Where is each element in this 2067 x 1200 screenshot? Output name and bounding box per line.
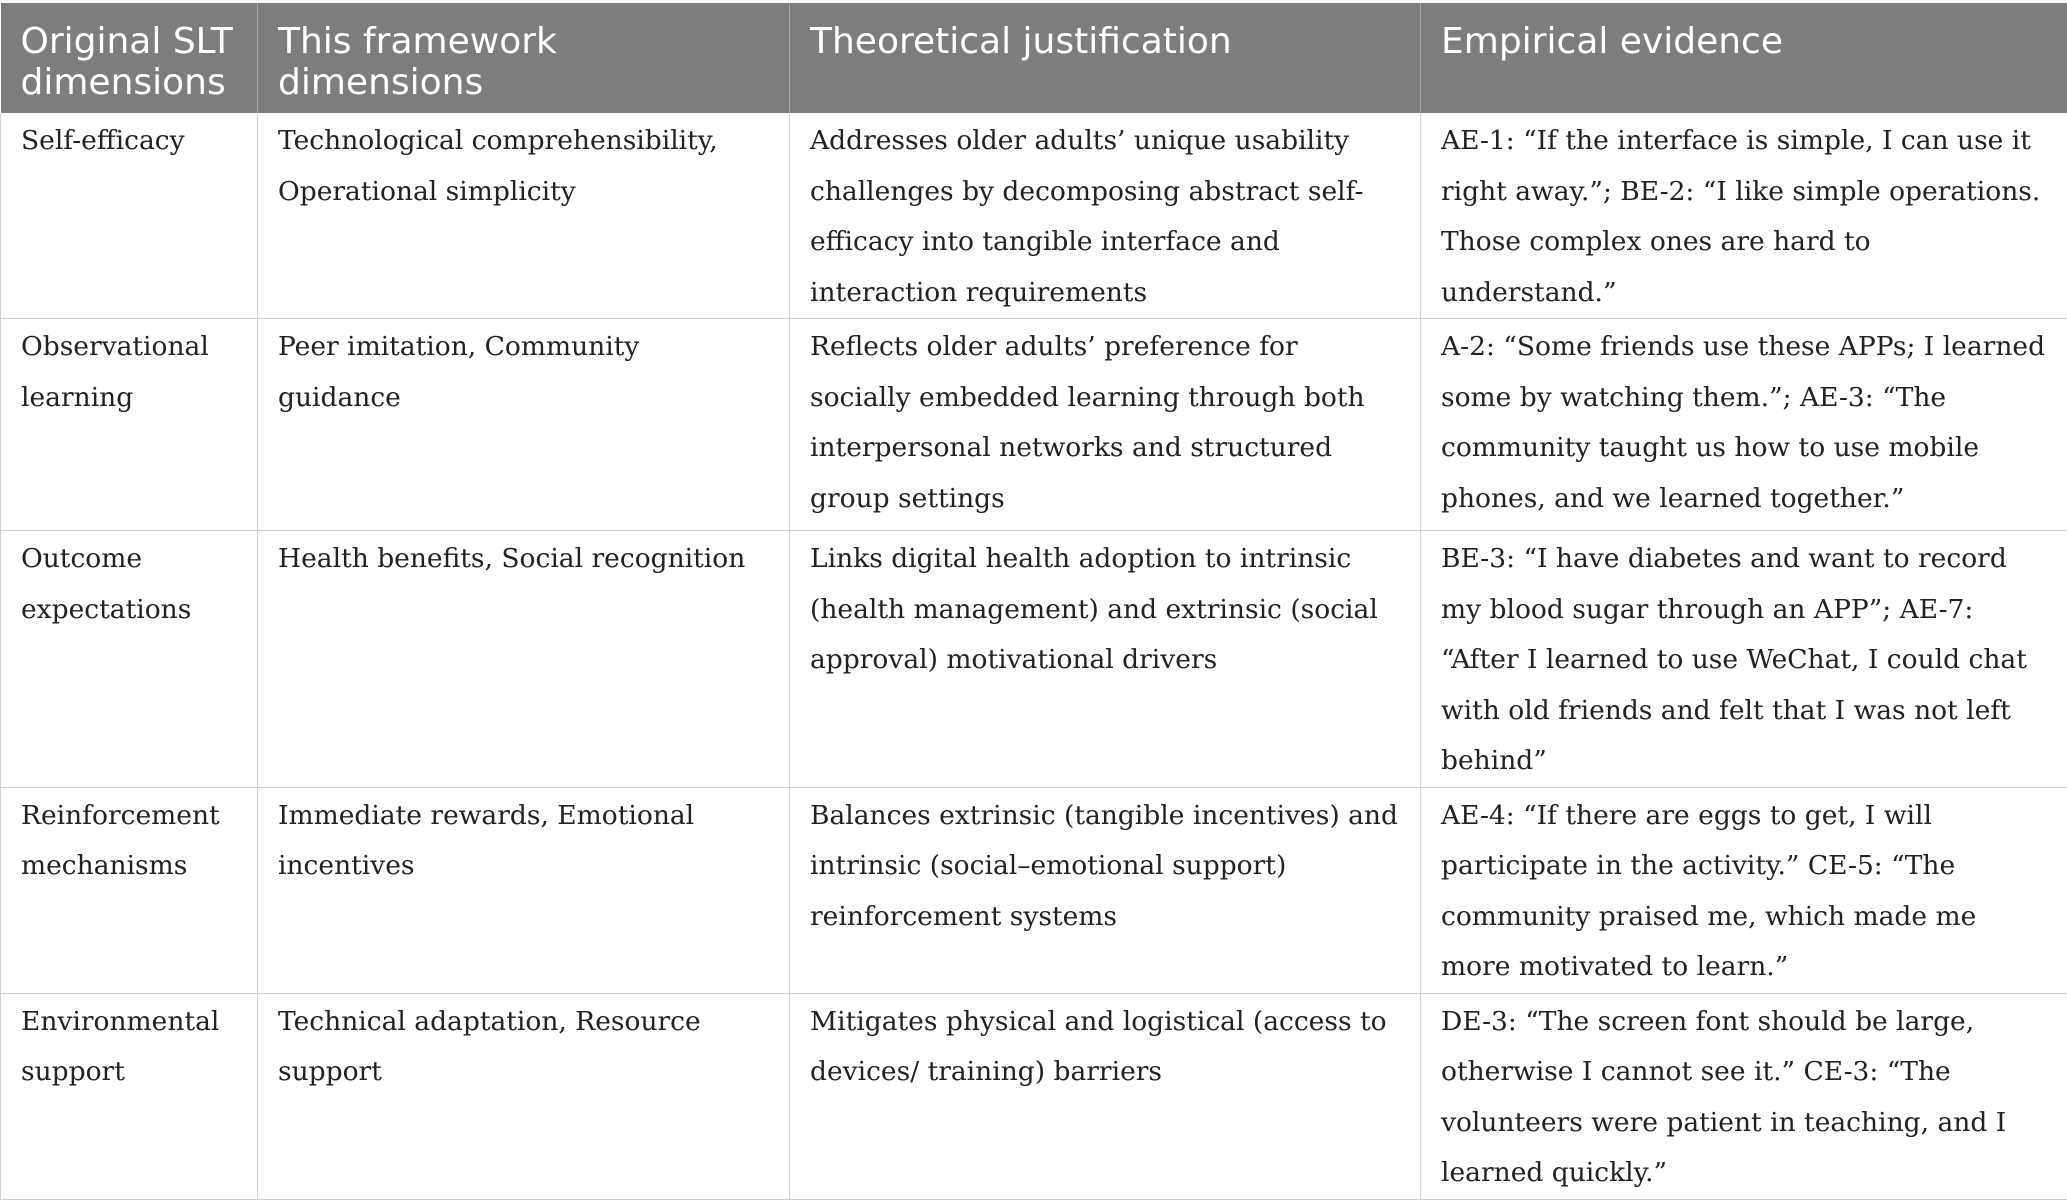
- cell-evidence: DE-3: “The screen font should be large, otherwise I cannot see it.” CE-3: “The volunteers were patient in teaching, and I learned quickly.”: [1421, 993, 2067, 1199]
- table-row: [1, 993, 2067, 1199]
- slt-framework-table: [0, 3, 2067, 1200]
- cell-original-dimension: Outcome expectations: [1, 531, 258, 788]
- cell-justification: Balances extrinsic (tangible incentives) and intrinsic (social–emotional support) reinforcement systems: [790, 787, 1421, 993]
- cell-framework-dimension: Technological comprehensibility, Operational simplicity: [258, 113, 790, 319]
- table-row: [1, 531, 2067, 788]
- cell-evidence: BE-3: “I have diabetes and want to record my blood sugar through an APP”; AE-7: “After I learned to use WeChat, I could chat with old friends and felt that I was not left behind”: [1421, 531, 2067, 788]
- table-body: [1, 113, 2067, 1199]
- cell-framework-dimension: Immediate rewards, Emotional incentives: [258, 787, 790, 993]
- cell-justification: Links digital health adoption to intrinsic (health management) and extrinsic (social approval) motivational drivers: [790, 531, 1421, 788]
- cell-evidence: AE-4: “If there are eggs to get, I will participate in the activity.” CE-5: “The community praised me, which made me more motivated to learn.”: [1421, 787, 2067, 993]
- table-row: [1, 787, 2067, 993]
- cell-framework-dimension: Technical adaptation, Resource support: [258, 993, 790, 1199]
- cell-original-dimension: Self-efficacy: [1, 113, 258, 319]
- comparison-table-container: [0, 3, 2067, 1200]
- header-theoretical-justification: Theoretical justification: [790, 3, 1421, 113]
- cell-original-dimension: Environmental support: [1, 993, 258, 1199]
- header-original-slt-dimensions: Original SLT dimensions: [1, 3, 258, 113]
- cell-justification: Reflects older adults’ preference for socially embedded learning through both interpersonal networks and structured group settings: [790, 319, 1421, 531]
- header-framework-dimensions: This framework dimensions: [258, 3, 790, 113]
- cell-framework-dimension: Peer imitation, Community guidance: [258, 319, 790, 531]
- cell-original-dimension: Reinforcement mechanisms: [1, 787, 258, 993]
- cell-evidence: AE-1: “If the interface is simple, I can use it right away.”; BE-2: “I like simple operations. Those complex ones are hard to understand.”: [1421, 113, 2067, 319]
- cell-justification: Addresses older adults’ unique usability challenges by decomposing abstract self-efficacy into tangible interface and interaction requirements: [790, 113, 1421, 319]
- table-row: [1, 113, 2067, 319]
- header-row: [1, 3, 2067, 113]
- cell-framework-dimension: Health benefits, Social recognition: [258, 531, 790, 788]
- table-row: [1, 319, 2067, 531]
- cell-evidence: A-2: “Some friends use these APPs; I learned some by watching them.”; AE-3: “The community taught us how to use mobile phones, and we learned together.”: [1421, 319, 2067, 531]
- header-empirical-evidence: Empirical evidence: [1421, 3, 2067, 113]
- cell-original-dimension: Observational learning: [1, 319, 258, 531]
- cell-justification: Mitigates physical and logistical (access to devices/ training) barriers: [790, 993, 1421, 1199]
- table-header: [1, 3, 2067, 113]
